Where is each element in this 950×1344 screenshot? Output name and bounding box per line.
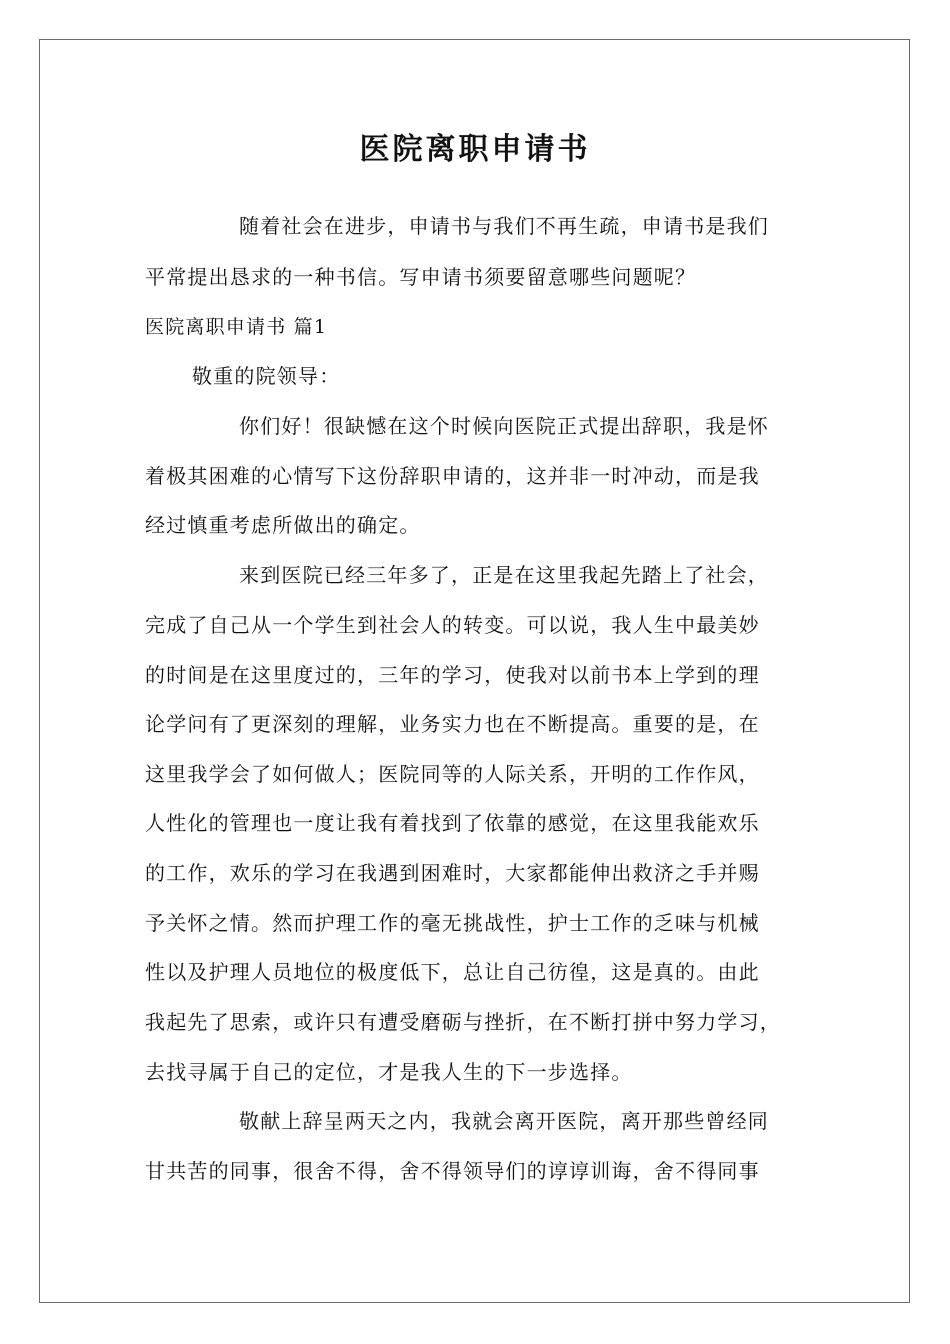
text-line: 完成了自己从一个学生到社会人的转变。可以说，我人生中最美妙 [145, 613, 760, 637]
text-line: 着极其困难的心情写下这份辞职申请的，这并非一时冲动，而是我 [145, 464, 760, 488]
text-line: 去找寻属于自己的定位，才是我人生的下一步选择。 [145, 1060, 633, 1084]
text-line: 予关怀之情。然而护理工作的毫无挑战性，护士工作的乏味与机械 [145, 911, 760, 935]
text-line: 甘共苦的同事，很舍不得，舍不得领导们的谆谆训诲，舍不得同事 [145, 1159, 760, 1183]
text-line: 这里我学会了如何做人；医院同等的人际关系，开明的工作作风， [145, 762, 760, 786]
text-line: 你们好！很缺憾在这个时候向医院正式提出辞职，我是怀 [239, 414, 769, 438]
text-line: 敬献上辞呈两天之内，我就会离开医院，离开那些曾经同 [239, 1109, 769, 1133]
text-line: 人性化的管理也一度让我有着找到了依靠的感觉，在这里我能欢乐 [145, 811, 760, 835]
salutation: 敬重的院领导： [192, 364, 341, 388]
text-line: 的时间是在这里度过的，三年的学习，使我对以前书本上学到的理 [145, 663, 760, 687]
text-line: 论学问有了更深刻的理解，业务实力也在不断提高。重要的是，在 [145, 712, 760, 736]
document-title: 医院离职申请书 [359, 132, 591, 167]
text-line: 性以及护理人员地位的极度低下，总让自己彷徨，这是真的。由此 [145, 960, 760, 984]
text-line: 的工作，欢乐的学习在我遇到困难时，大家都能伸出救济之手并赐 [145, 861, 760, 885]
text-line: 平常提出恳求的一种书信。写申请书须要留意哪些问题呢？ [145, 265, 697, 289]
text-line: 经过慎重考虑所做出的确定。 [145, 513, 421, 537]
text-line: 随着社会在进步，申请书与我们不再生疏，申请书是我们 [239, 214, 769, 238]
text-line: 来到医院已经三年多了，正是在这里我起先踏上了社会， [239, 563, 769, 587]
section-heading: 医院离职申请书 篇1 [145, 316, 328, 338]
text-line: 我起先了思索，或许只有遭受磨砺与挫折，在不断打拼中努力学习， [145, 1010, 781, 1034]
